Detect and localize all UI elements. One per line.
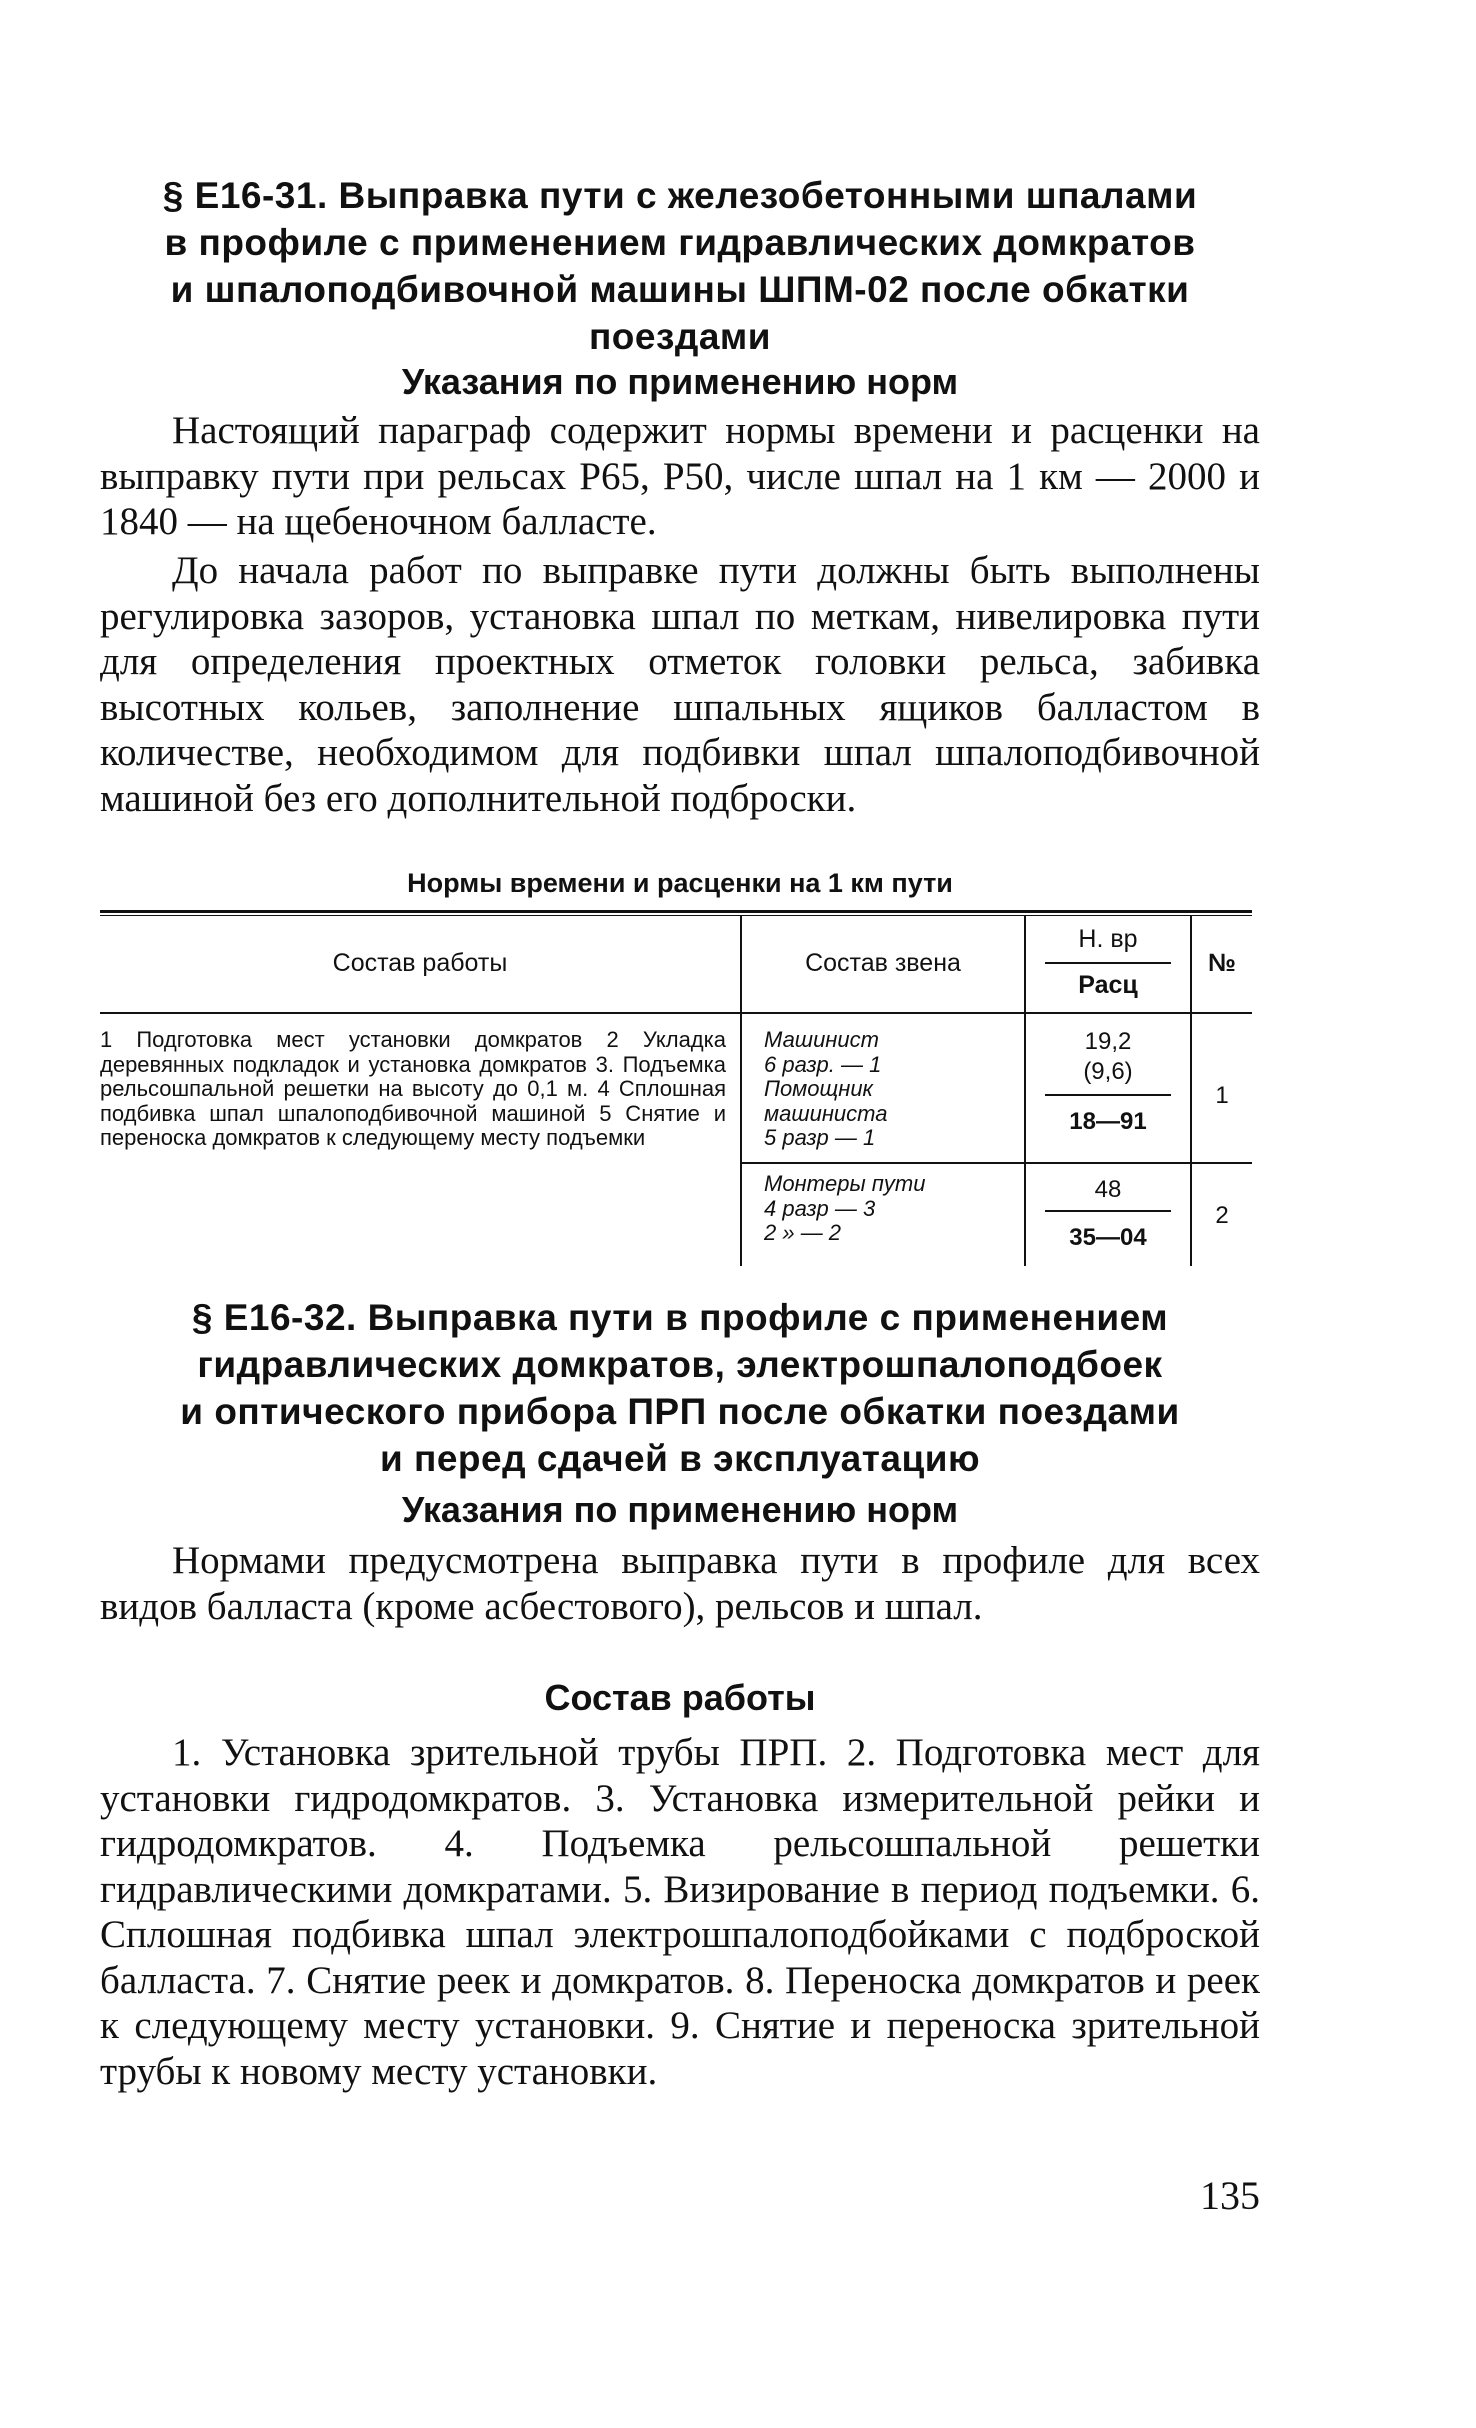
header-work: Состав работы [332, 949, 508, 977]
crew-line: 4 разр — 3 [764, 1195, 876, 1221]
table-top-rule [100, 910, 1252, 913]
table-column-divider [1024, 916, 1026, 1266]
section-e16-32-title [100, 1294, 1260, 1482]
section-title-line: и шпалоподбивочной машины ШПМ-02 после обкатки [170, 269, 1190, 310]
section-title-line: гидравлических домкратов, электрошпалоподбоек [197, 1344, 1163, 1385]
section-e16-31-title [100, 172, 1260, 360]
rate-row-1: 18—91 [1069, 1108, 1147, 1135]
crew-line: 2 » — 2 [764, 1220, 842, 1245]
crew-row-2 [764, 1172, 1014, 1246]
section-title-line: § Е16-32. Выправка пути в профиле с применением [191, 1297, 1169, 1338]
norm-paren-row-1: (9,6) [1083, 1058, 1133, 1085]
norm-fraction-line [1045, 1094, 1171, 1096]
norm-row-divider [1026, 1162, 1190, 1164]
crew-line: машиниста [764, 1100, 888, 1126]
norm-row-2: 48 [1094, 1176, 1122, 1203]
section-title-line: в профиле с применением гидравлических домкратов [164, 222, 1196, 263]
work-composition-heading: Состав работы [544, 1677, 816, 1718]
paragraph-work-steps: 1. Установка зрительной трубы ПРП. 2. Подготовка мест для установки гидродомкратов. 3. Установка измерительной рейки и гидродомкратов. 4. Подъемка рельсошпальной решетки гидравлическими домкратами. 5. Визирование в период подъемки. 6. Сплошная подбивка шпал электрошпалоподбойками с подброской балласта. 7. Снятие реек и домкратов. 8. Переноска домкратов и реек к следующему месту установки. 9. Снятие и переноска зрительной трубы к новому месту установки. [100, 1731, 1260, 2093]
work-description: 1 Подготовка мест установки домкратов 2 Укладка деревянных подкладок и установка домкратов 3. Подъемка рельсошпальной решетки на высоту до 0,1 м. 4 Сплошная подбивка шпал шпалоподбивочной машиной 5 Снятие и переноска домкратов к следующему месту подъемки [100, 1027, 726, 1150]
paragraph-ballast-scope: Нормами предусмотрена выправка пути в профиле для всех видов балласта (кроме асбестового), рельсов и шпал. [100, 1539, 1260, 1628]
section-title-line: § Е16-31. Выправка пути с железобетонными шпалами [162, 175, 1198, 216]
paragraph-norms-scope: Настоящий параграф содержит нормы времени и расценки на выправку пути при рельсах Р65, Р50, числе шпал на 1 км — 2000 и 1840 — на щебеночном балласте. [100, 409, 1260, 543]
section-title-line: и оптического прибора ПРП после обкатки поездами [180, 1391, 1180, 1432]
norms-usage-heading-2: Указания по применению норм [401, 1489, 959, 1530]
table-header-rule [100, 1012, 1252, 1014]
norms-table [100, 910, 1252, 1266]
crew-line: Помощник [764, 1076, 873, 1101]
number-row-1: 1 [1215, 1082, 1229, 1109]
paragraph-preconditions: До начала работ по выправке пути должны быть выполнены регулировка зазоров, установка шпал по меткам, нивелировка пути для определения проектных отметок головки рельса, забивка высотных кольев, заполнение шпальных ящиков балластом в количестве, необходимом для подбивки шпал шпалоподбивочной машиной без его дополнительной подброски. [100, 549, 1260, 820]
crew-line: Монтеры пути [764, 1171, 926, 1196]
table-caption: Нормы времени и расценки на 1 км пути [407, 868, 953, 898]
header-crew: Состав звена [805, 949, 961, 977]
norm-row-1: 19,2 [1084, 1028, 1132, 1055]
rate-row-2: 35—04 [1069, 1224, 1147, 1251]
section-title-line: поездами [588, 316, 772, 357]
header-number: № [1208, 949, 1236, 977]
header-fraction-line [1045, 962, 1171, 964]
crew-line: 5 разр — 1 [764, 1125, 876, 1150]
section-title-line: и перед сдачей в эксплуатацию [379, 1438, 981, 1479]
header-rate: Расц [1078, 971, 1138, 999]
norms-usage-heading: Указания по применению норм [401, 361, 959, 402]
table-top-rule-thin [100, 915, 1252, 916]
header-norm-time: Н. вр [1078, 925, 1138, 953]
crew-row-divider [742, 1162, 1024, 1164]
crew-row-1 [764, 1028, 1014, 1151]
crew-line: 6 разр. — 1 [764, 1051, 882, 1077]
norm-fraction-line [1045, 1210, 1171, 1212]
page-number: 135 [1200, 2173, 1260, 2218]
number-row-divider [1192, 1162, 1252, 1164]
crew-line: Машинист [764, 1027, 879, 1052]
number-row-2: 2 [1215, 1202, 1229, 1229]
